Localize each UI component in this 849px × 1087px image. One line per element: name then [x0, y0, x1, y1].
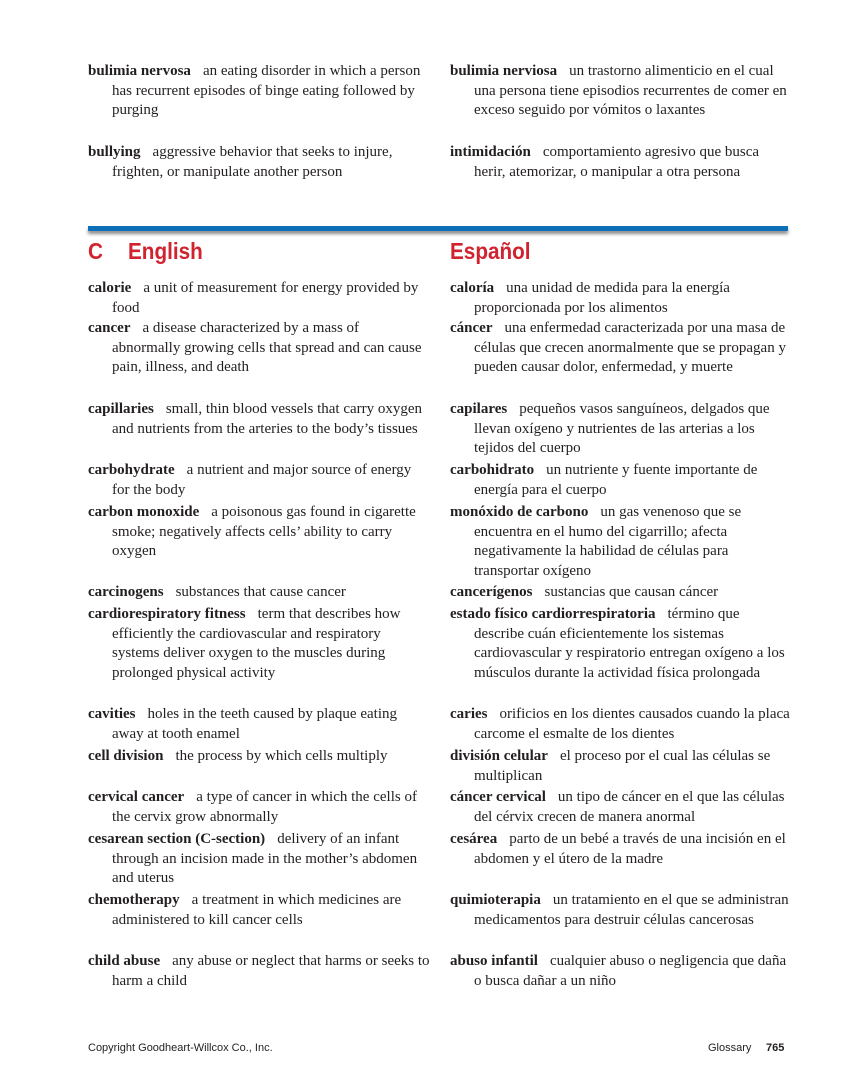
definition: término que describe cuán eficientemente los sistemas cardiovascular y respiratorio entregan oxígeno a los músculos durante la actividad física prolongada	[474, 606, 785, 681]
term: intimidación	[450, 144, 531, 160]
term: cavities	[88, 706, 136, 722]
definition: una enfermedad caracterizada por una masa de células que crecen anormalmente que se propagan y pueden causar dolor, enfermedad, y muerte	[474, 320, 786, 376]
glossary-entry-es	[450, 788, 792, 827]
definition: any abuse or neglect that harms or seeks to harm a child	[112, 953, 430, 989]
glossary-entry-es	[450, 143, 792, 182]
definition: a poisonous gas found in cigarette smoke; negatively affects cells’ ability to carry oxygen	[112, 504, 416, 560]
glossary-entry-es	[450, 605, 792, 683]
glossary-entry-en	[88, 143, 430, 182]
term: bulimia nerviosa	[450, 63, 558, 79]
term: child abuse	[88, 953, 161, 969]
glossary-entry-es	[450, 503, 792, 581]
glossary-entry-es	[450, 830, 792, 869]
term: carcinogens	[88, 584, 164, 600]
term: chemotherapy	[88, 892, 180, 908]
term: capilares	[450, 401, 508, 417]
term: bullying	[88, 144, 141, 160]
definition: term that describes how efficiently the cardiovascular and respiratory systems deliver oxygen to the muscles during prolonged physical activity	[112, 606, 401, 681]
definition: un gas venenoso que se encuentra en el humo del cigarrillo; afecta negativamente la habilidad de células para transportar oxígeno	[474, 504, 742, 579]
definition: delivery of an infant through an incision made in the mother’s abdomen and uterus	[112, 831, 418, 887]
definition: a unit of measurement for energy provided by food	[112, 280, 419, 316]
glossary-entry-en	[88, 952, 430, 991]
definition: small, thin blood vessels that carry oxygen and nutrients from the arteries to the body’s tissues	[112, 401, 423, 437]
term: quimioterapia	[450, 892, 541, 908]
term: monóxido de carbono	[450, 504, 589, 520]
glossary-entry-es	[450, 461, 792, 500]
definition: a type of cancer in which the cells of the cervix grow abnormally	[112, 789, 417, 825]
definition: comportamiento agresivo que busca herir, atemorizar, o manipular a otra persona	[474, 144, 760, 180]
glossary-entry-es	[450, 952, 792, 991]
term: cáncer cervical	[450, 789, 546, 805]
definition: orificios en los dientes causados cuando la placa carcome el esmalte de los dientes	[474, 706, 790, 742]
term: caloría	[450, 280, 495, 296]
term: bulimia nervosa	[88, 63, 191, 79]
definition: a disease characterized by a mass of abnormally growing cells that spread and can cause pain, illness, and death	[112, 320, 422, 376]
definition: substances that cause cancer	[175, 584, 346, 600]
definition: pequeños vasos sanguíneos, delgados que llevan oxígeno y nutrientes de las arterias a los tejidos del cuerpo	[474, 401, 770, 457]
section-divider	[88, 226, 788, 231]
term: carbohydrate	[88, 462, 175, 478]
definition: el proceso por el cual las células se multiplican	[474, 748, 771, 784]
glossary-entry-en	[88, 705, 430, 744]
glossary-entry-es	[450, 747, 792, 786]
glossary-entry-en	[88, 400, 430, 439]
glossary-entry-en	[88, 503, 430, 562]
glossary-entry-en	[88, 279, 430, 318]
glossary-entry-en	[88, 747, 430, 767]
definition: un nutriente y fuente importante de energía para el cuerpo	[474, 462, 758, 498]
definition: the process by which cells multiply	[175, 748, 388, 764]
term: cancer	[88, 320, 131, 336]
term: carbohidrato	[450, 462, 535, 478]
english-heading: English	[128, 238, 203, 264]
definition: an eating disorder in which a person has recurrent episodes of binge eating followed by purging	[112, 63, 421, 119]
definition: cualquier abuso o negligencia que daña o busca dañar a un niño	[474, 953, 787, 989]
term: cesarean section (C-section)	[88, 831, 266, 847]
definition: parto de un bebé a través de una incisión en el abdomen y el útero de la madre	[474, 831, 786, 867]
copyright: Copyright Goodheart-Willcox Co., Inc.	[88, 1042, 273, 1054]
glossary-entry-es	[450, 319, 792, 378]
glossary-entry-en	[88, 62, 430, 121]
spanish-heading: Español	[450, 238, 531, 264]
definition: un tipo de cáncer en el que las células del cérvix crecen de manera anormal	[474, 789, 785, 825]
glossary-entry-es	[450, 400, 792, 459]
glossary-entry-en	[88, 788, 430, 827]
term: cardiorespiratory fitness	[88, 606, 246, 622]
page-number: 765	[766, 1042, 785, 1054]
glossary-entry-es	[450, 279, 792, 318]
term: abuso infantil	[450, 953, 538, 969]
glossary-entry-en	[88, 319, 430, 378]
definition: a nutrient and major source of energy for the body	[112, 462, 412, 498]
term: estado físico cardiorrespiratoria	[450, 606, 656, 622]
glossary-entry-es	[450, 891, 792, 930]
glossary-entry-es	[450, 62, 792, 121]
glossary-entry-en	[88, 583, 430, 603]
definition: a treatment in which medicines are administered to kill cancer cells	[112, 892, 402, 928]
definition: aggressive behavior that seeks to injure, frighten, or manipulate another person	[112, 144, 393, 180]
term: cesárea	[450, 831, 498, 847]
definition: un trastorno alimenticio en el cual una persona tiene episodios recurrentes de comer en exceso seguido por vómitos o laxantes	[474, 63, 787, 119]
term: calorie	[88, 280, 132, 296]
definition: sustancias que causan cáncer	[544, 584, 719, 600]
glossary-entry-en	[88, 461, 430, 500]
term: capillaries	[88, 401, 154, 417]
glossary-entry-es	[450, 705, 792, 744]
footer-section: Glossary	[708, 1042, 752, 1054]
term: cervical cancer	[88, 789, 185, 805]
glossary-entry-en	[88, 830, 430, 889]
term: carbon monoxide	[88, 504, 200, 520]
section-letter: C	[88, 238, 103, 264]
term: división celular	[450, 748, 548, 764]
term: cell division	[88, 748, 164, 764]
glossary-entry-en	[88, 891, 430, 930]
definition: una unidad de medida para la energía proporcionada por los alimentos	[474, 280, 730, 316]
term: caries	[450, 706, 488, 722]
definition: holes in the teeth caused by plaque eating away at tooth enamel	[112, 706, 397, 742]
term: cancerígenos	[450, 584, 533, 600]
term: cáncer	[450, 320, 493, 336]
glossary-entry-en	[88, 605, 430, 683]
definition: un tratamiento en el que se administran medicamentos para destruir células cancerosas	[474, 892, 789, 928]
glossary-entry-es	[450, 583, 792, 603]
